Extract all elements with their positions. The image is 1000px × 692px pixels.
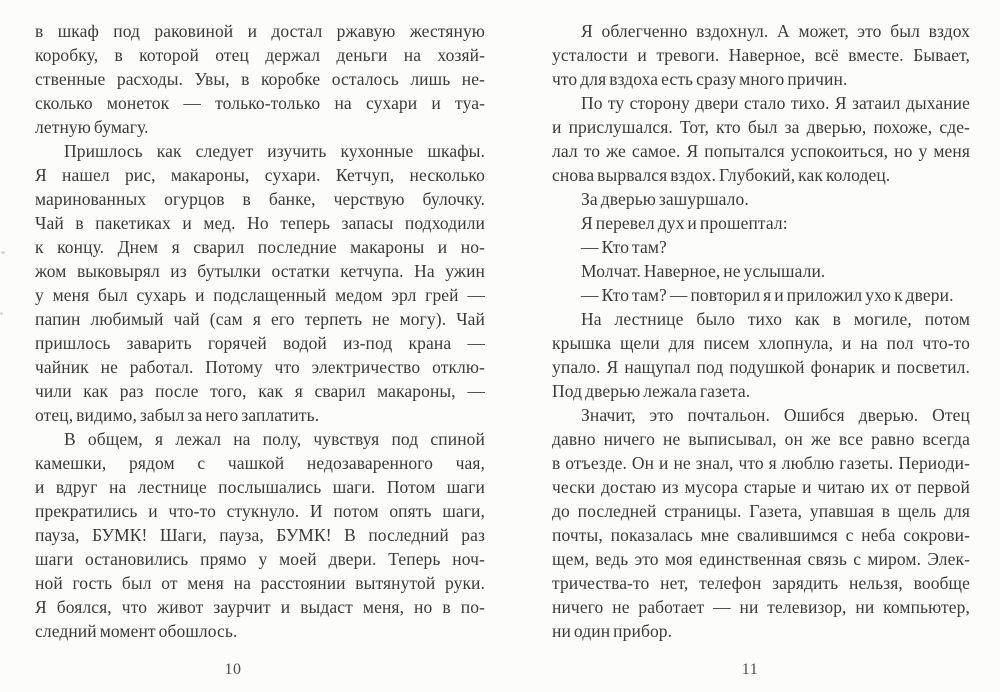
page-number-right: 11 [741, 661, 759, 678]
text-line: крышка щели для писем хлопнула, и на пол что-то [552, 333, 970, 353]
text-line: упало. Я нащупал под подушкой фонарик и посветил. [552, 357, 970, 377]
text-line: до последней страницы. Газета, упавшая в щель для [552, 501, 970, 521]
text-line: почты, показалась мне свалившимся с неба сокрови- [552, 525, 970, 545]
text-line: ни один прибор. [552, 621, 673, 641]
text-line: к концу. Днем я сварил последние макароны и но- [35, 237, 485, 257]
text-line: По ту сторону двери стало тихо. Я затаил дыхание [581, 93, 970, 113]
text-line: Я боялся, что живот заурчит и выдаст меня, но в по- [35, 597, 485, 617]
text-line: усталости и тревоги. Наверное, всё вместе. Бывает, [552, 45, 970, 65]
text-line: За дверью зашуршало. [581, 189, 749, 209]
text-line: На лестнице было тихо как в могиле, потом [581, 309, 970, 329]
text-line: Чай в пакетиках и мед. Но теперь запасы подходили [35, 213, 485, 233]
text-line: маринованных огурцов в банке, черствую булочку. [35, 189, 485, 209]
text-line: — Кто там? [581, 237, 667, 257]
text-line: лал то же самое. Я попытался успокоиться, но у меня [552, 141, 970, 161]
text-line: папин любимый чай (сам я его терпеть не могу). Чай [35, 309, 485, 329]
text-line: и прислушался. Тот, кто был за дверью, похоже, сде- [552, 117, 970, 137]
text-line: давно ничего не выписывал, он же все равно всегда [552, 429, 970, 449]
text-line: отец, видимо, забыл за него заплатить. [35, 405, 320, 425]
scan-speck [0, 312, 3, 315]
page-right [552, 0, 970, 692]
text-line: ничего не работает — ни телевизор, ни компьютер, [552, 597, 970, 617]
text-line: и вдруг на лестнице послышались шаги. Потом шаги [35, 477, 485, 497]
paragraph [552, 235, 970, 259]
paragraph [552, 19, 970, 91]
paragraph [35, 19, 485, 139]
paragraph [552, 211, 970, 235]
text-line: чайник не работал. Потому что электричество отклю- [35, 357, 485, 377]
text-line: Значит, это почтальон. Ошибся дверью. Отец [581, 405, 970, 425]
page-number-left: 10 [224, 661, 242, 678]
text-line: прекратились и что-то стукнуло. И потом опять шаги, [35, 501, 485, 521]
text-line: следний момент обошлось. [35, 621, 238, 641]
text-line: чили как раз после того, как я сварил макароны, — [35, 381, 485, 401]
paragraph [35, 427, 485, 643]
text-line: шаги остановились прямо у моей двери. Теперь ноч- [35, 549, 485, 569]
text-line: ной гость был от меня на расстоянии вытянутой руки. [35, 573, 485, 593]
text-line: Молчат. Наверное, не услышали. [581, 261, 826, 281]
text-line: камешки, рядом с чашкой недозаваренного чая, [35, 453, 485, 473]
text-line: чески достаю из мусора старые и читаю их от первой [552, 477, 970, 497]
text-line: летную бумагу. [35, 117, 149, 137]
page-left-text [35, 19, 485, 643]
paragraph [552, 187, 970, 211]
text-line: что для вздоха есть сразу много причин. [552, 69, 848, 89]
text-line: щем, ведь это моя единственная связь с миром. Элек- [552, 549, 970, 569]
text-line: в отъезде. Он и не знал, что я люблю газеты. Периоди- [552, 453, 970, 473]
text-line: Я перевел дух и прошептал: [581, 213, 788, 233]
text-line: Я облегченно вздохнул. А может, это был вздох [581, 21, 970, 41]
text-line: Под дверью лежала газета. [552, 381, 751, 401]
text-line: пауза, БУМК! Шаги, пауза, БУМК! В последний раз [35, 525, 485, 545]
text-line: Пришлось как следует изучить кухонные шкафы. [64, 141, 485, 161]
text-line: пришлось заварить горячей водой из-под крана — [35, 333, 485, 353]
page-right-text [552, 19, 970, 643]
scan-speck [1, 251, 5, 254]
paragraph [552, 403, 970, 643]
text-line: сколько монеток — только-только на сухари и туа- [35, 93, 485, 113]
text-line: жом выковырял из бутылки остатки кетчупа. На ужин [35, 261, 485, 281]
text-line: в шкаф под раковиной и достал ржавую жестяную [35, 21, 485, 41]
text-line: снова вырвался вздох. Глубокий, как колодец. [552, 165, 891, 185]
text-line: Я нашел рис, макароны, сухари. Кетчуп, несколько [35, 165, 485, 185]
paragraph [552, 283, 970, 307]
paragraph [552, 259, 970, 283]
text-line: В общем, я лежал на полу, чувствуя под спиной [64, 429, 485, 449]
paragraph [35, 139, 485, 427]
text-line: тричества-то нет, телефон зарядить нельзя, вообще [552, 573, 970, 593]
text-line: — Кто там? — повторил я и приложил ухо к двери. [581, 285, 954, 305]
text-line: ственные расходы. Увы, в коробке осталось лишь не- [35, 69, 485, 89]
page-left [35, 0, 485, 692]
paragraph [552, 307, 970, 403]
text-line: коробку, в которой отец держал деньги на хозяй- [35, 45, 485, 65]
text-line: у меня был сухарь и подслащенный медом эрл грей — [35, 285, 485, 305]
paragraph [552, 91, 970, 187]
